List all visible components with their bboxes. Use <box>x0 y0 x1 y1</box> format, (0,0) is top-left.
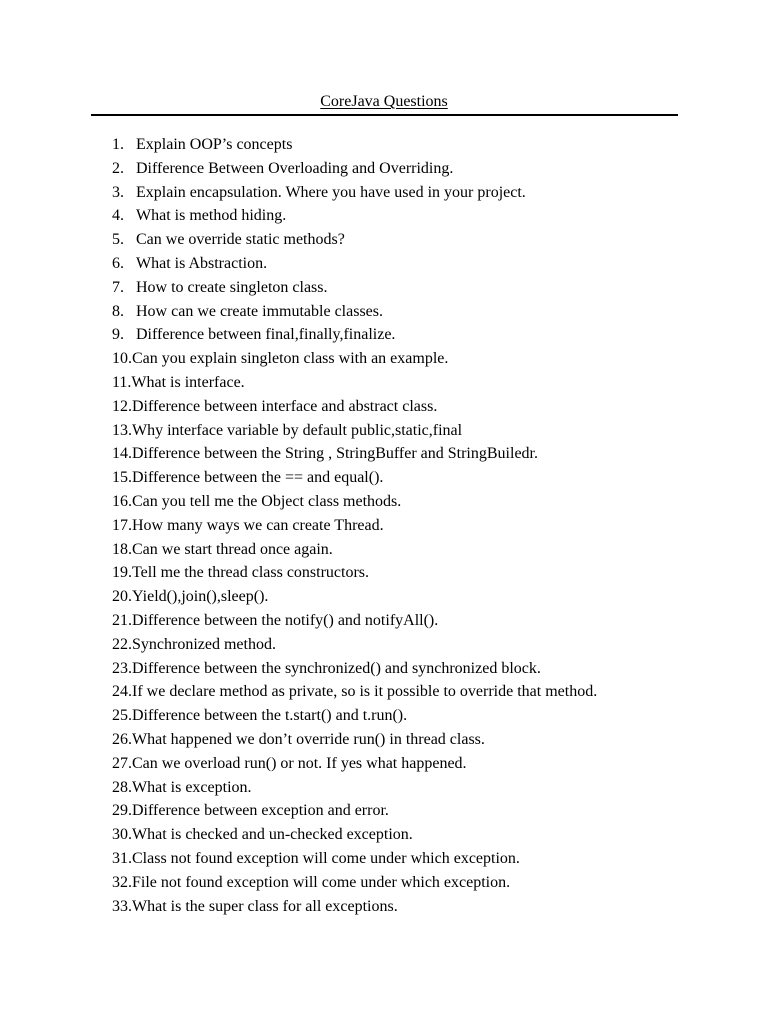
question-text: Difference between exception and error. <box>132 802 389 820</box>
question-text: Difference between the t.start() and t.run(). <box>132 707 408 725</box>
question-number: 26. <box>112 730 132 748</box>
question-number: 10. <box>112 350 132 368</box>
question-number: 18. <box>112 540 132 558</box>
question-number: 19. <box>112 564 132 582</box>
question-number: 32. <box>112 873 132 891</box>
question-text: Can we override static methods? <box>136 231 345 249</box>
question-item <box>112 228 597 252</box>
question-text: Explain OOP’s concepts <box>136 136 293 153</box>
question-item <box>112 704 597 728</box>
question-number: 31. <box>112 849 132 867</box>
question-text: Yield(),join(),sleep(). <box>132 588 269 606</box>
question-number: 1. <box>112 136 124 153</box>
question-item <box>112 799 597 823</box>
question-text: File not found exception will come under which exception. <box>132 873 511 891</box>
question-text: What is exception. <box>132 778 252 796</box>
question-text: What is the super class for all exceptions. <box>132 897 398 915</box>
question-number: 14. <box>112 445 132 463</box>
question-item <box>112 633 597 657</box>
title-rule <box>91 114 678 116</box>
question-text: What is checked and un-checked exception. <box>132 826 413 844</box>
question-number: 17. <box>112 516 132 534</box>
question-number: 28. <box>112 778 132 796</box>
question-item <box>112 823 597 847</box>
question-item <box>112 133 597 157</box>
question-item <box>112 466 597 490</box>
question-number: 30. <box>112 826 132 844</box>
question-item <box>112 538 597 562</box>
question-text: Difference between final,finally,finalize. <box>136 326 396 344</box>
question-text: Difference between the synchronized() and synchronized block. <box>132 659 541 677</box>
question-text: Difference between interface and abstract class. <box>132 397 438 415</box>
question-item <box>112 776 597 800</box>
question-text: How can we create immutable classes. <box>136 302 384 320</box>
question-item <box>112 752 597 776</box>
question-number: 33. <box>112 897 132 915</box>
question-text: Difference between the String , StringBuffer and StringBuiledr. <box>132 445 538 463</box>
question-number: 7. <box>112 278 124 296</box>
question-item <box>112 871 597 895</box>
question-text: Difference Between Overloading and Overriding. <box>136 159 454 177</box>
question-text: Class not found exception will come under which exception. <box>132 849 520 867</box>
question-item <box>112 323 597 347</box>
question-text: What is method hiding. <box>136 207 287 225</box>
question-text: How to create singleton class. <box>136 278 328 296</box>
question-text: Difference between the == and equal(). <box>132 469 384 487</box>
question-item <box>112 204 597 228</box>
question-number: 9. <box>112 326 124 344</box>
question-item <box>112 347 597 371</box>
question-text: Can we start thread once again. <box>132 540 333 558</box>
question-item <box>112 728 597 752</box>
question-number: 13. <box>112 421 132 439</box>
question-text: What is Abstraction. <box>136 254 268 272</box>
question-number: 6. <box>112 254 124 272</box>
question-text: Can you explain singleton class with an example. <box>132 350 449 368</box>
question-item <box>112 514 597 538</box>
question-number: 27. <box>112 754 132 772</box>
question-text: What is interface. <box>131 373 245 391</box>
question-number: 8. <box>112 302 124 320</box>
question-number: 5. <box>112 231 124 249</box>
question-number: 24. <box>112 683 132 701</box>
question-item <box>112 300 597 324</box>
question-item <box>112 181 597 205</box>
question-text: Difference between the notify() and notifyAll(). <box>132 611 439 629</box>
question-number: 15. <box>112 469 132 487</box>
question-number: 20. <box>112 588 132 606</box>
question-text: How many ways we can create Thread. <box>132 516 384 534</box>
question-text: If we declare method as private, so is it possible to override that method. <box>132 683 598 701</box>
question-text: Why interface variable by default public,static,final <box>132 421 463 439</box>
question-item <box>112 252 597 276</box>
question-number: 4. <box>112 207 124 225</box>
question-text: What happened we don’t override run() in thread class. <box>132 730 485 748</box>
question-item <box>112 419 597 443</box>
question-list <box>112 133 597 918</box>
question-item <box>112 657 597 681</box>
question-text: Can we overload run() or not. If yes what happened. <box>132 754 467 772</box>
question-item <box>112 609 597 633</box>
question-number: 22. <box>112 635 132 653</box>
question-item <box>112 442 597 466</box>
question-item <box>112 395 597 419</box>
question-number: 25. <box>112 707 132 725</box>
question-number: 11. <box>112 373 132 391</box>
question-item <box>112 371 597 395</box>
question-item <box>112 895 597 919</box>
question-number: 21. <box>112 611 132 629</box>
question-item <box>112 847 597 871</box>
question-text: Synchronized method. <box>132 635 276 653</box>
question-number: 23. <box>112 659 132 677</box>
question-item <box>112 561 597 585</box>
question-number: 2. <box>112 159 124 177</box>
question-number: 16. <box>112 492 132 510</box>
document-title: CoreJava Questions <box>320 93 448 110</box>
question-number: 12. <box>112 397 132 415</box>
question-item <box>112 276 597 300</box>
question-text: Tell me the thread class constructors. <box>132 564 370 582</box>
question-item <box>112 585 597 609</box>
question-text: Explain encapsulation. Where you have used in your project. <box>136 183 526 201</box>
question-item <box>112 680 597 704</box>
question-number: 29. <box>112 802 132 820</box>
question-item <box>112 157 597 181</box>
question-text: Can you tell me the Object class methods. <box>132 492 402 510</box>
question-item <box>112 490 597 514</box>
question-number: 3. <box>112 183 124 201</box>
